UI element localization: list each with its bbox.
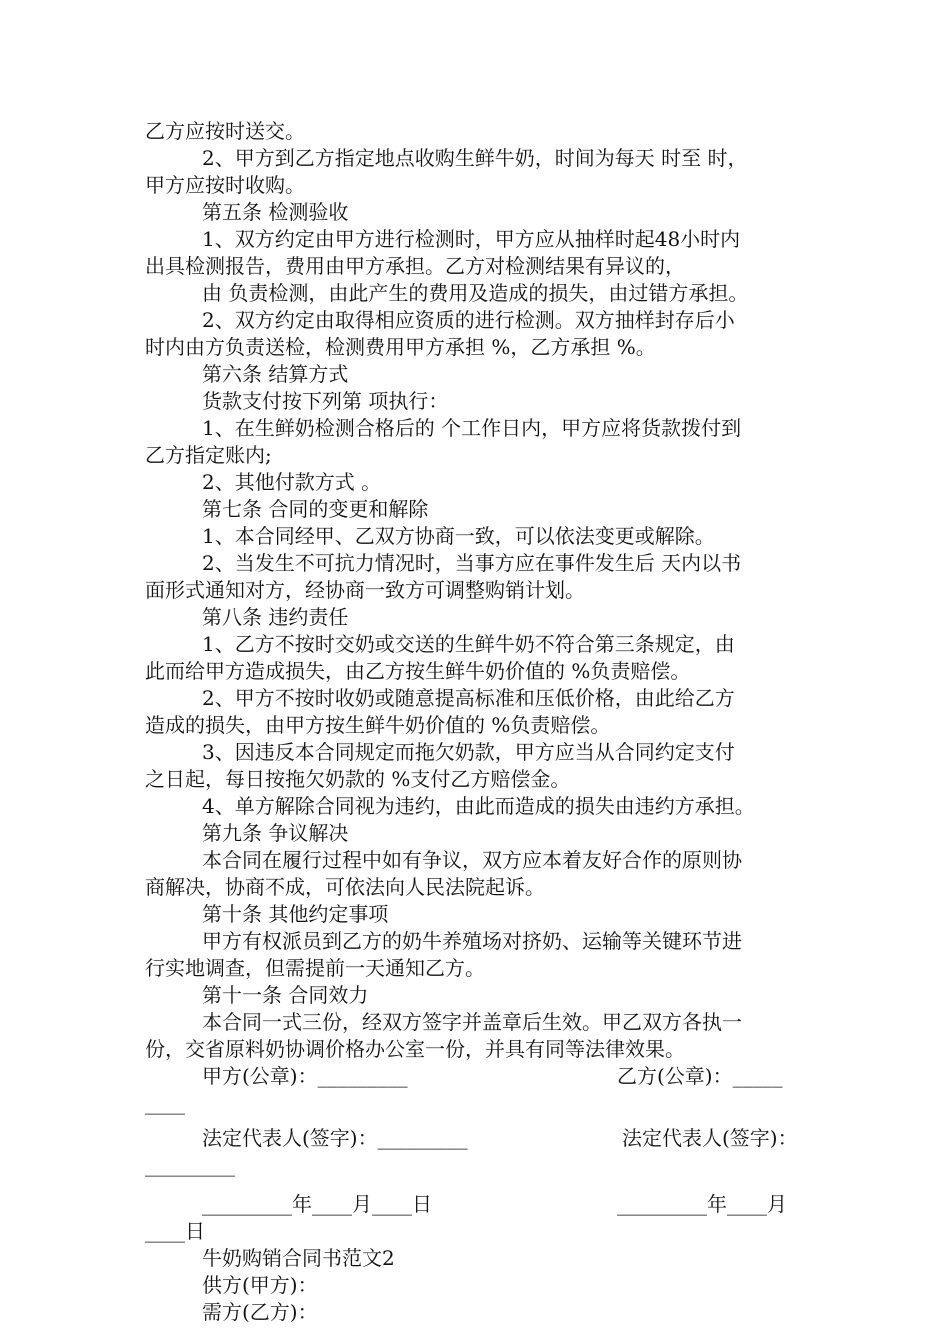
date-b: _________年____月 [617, 1192, 787, 1216]
body-line: 第五条 检测验收 [202, 200, 349, 224]
contract-body [145, 118, 815, 1063]
next-contract-title: 牛奶购销合同书范文2 [202, 1246, 395, 1270]
body-line: 第七条 合同的变更和解除 [202, 497, 429, 521]
body-line: 此而给甲方造成损失，由乙方按生鲜牛奶价值的 %负责赔偿。 [145, 659, 691, 683]
body-line: 第九条 争议解决 [202, 821, 349, 845]
body-line: 本合同一式三份，经双方签字并盖章后生效。甲乙双方各执一 [202, 1010, 742, 1034]
body-line: 2、甲方不按时收奶或随意提高标准和压低价格，由此给乙方 [202, 686, 735, 710]
body-line: 2、其他付款方式 。 [202, 470, 382, 494]
date-b-continuation: ____日 [145, 1219, 205, 1243]
body-line: 由 负责检测，由此产生的费用及造成的损失，由过错方承担。 [202, 281, 749, 305]
body-line: 乙方应按时送交。 [145, 119, 305, 143]
body-line: 第八条 违约责任 [202, 605, 349, 629]
body-line: 3、因违反本合同规定而拖欠奶款，甲方应当从合同约定支付 [202, 740, 735, 764]
body-line: 份，交省原料奶协调价格办公室一份，并具有同等法律效果。 [145, 1037, 685, 1061]
body-line: 1、本合同经甲、乙双方协商一致，可以依法变更或解除。 [202, 524, 715, 548]
seal-row [145, 1063, 815, 1090]
body-line: 第十一条 合同效力 [202, 983, 369, 1007]
body-line: 2、甲方到乙方指定地点收购生鲜牛奶，时间为每天 时至 时， [202, 146, 748, 170]
body-line: 1、乙方不按时交奶或交送的生鲜牛奶不符合第三条规定，由 [202, 632, 735, 656]
body-line: 4、单方解除合同视为违约，由此而造成的损失由违约方承担。 [202, 794, 755, 818]
body-line: 货款支付按下列第 项执行： [202, 389, 449, 413]
body-line: 第六条 结算方式 [202, 362, 349, 386]
date-row [145, 1191, 815, 1218]
body-line: 之日起，每日按拖欠奶款的 %支付乙方赔偿金。 [145, 767, 571, 791]
body-line: 行实地调查，但需提前一天通知乙方。 [145, 956, 485, 980]
body-line: 本合同在履行过程中如有争议，双方应本着友好合作的原则协 [202, 848, 742, 872]
body-line: 1、双方约定由甲方进行检测时，甲方应从抽样时起48小时内 [202, 227, 741, 251]
body-line: 乙方指定账内; [145, 443, 272, 467]
body-line: 商解决，协商不成，可依法向人民法院起诉。 [145, 875, 545, 899]
rep-b-continuation: _________ [145, 1153, 235, 1177]
party-b-seal-continuation: ____ [145, 1091, 185, 1115]
body-line: 2、双方约定由取得相应资质的进行检测。双方抽样封存后小 [202, 308, 735, 332]
supplier-label: 供方(甲方)： [202, 1273, 318, 1297]
body-line: 出具检测报告，费用由甲方承担。乙方对检测结果有异议的， [145, 254, 685, 278]
body-line: 甲方应按时收购。 [145, 173, 305, 197]
body-line: 时内由方负责送检，检测费用甲方承担 %，乙方承担 %。 [145, 335, 656, 359]
body-line: 面形式通知对方，经协商一致方可调整购销计划。 [145, 578, 585, 602]
representative-row [145, 1125, 815, 1152]
party-b-seal: 乙方(公章)：_____ [617, 1064, 783, 1088]
body-line: 1、在生鲜奶检测合格后的 个工作日内，甲方应将货款拨付到 [202, 416, 742, 440]
body-line: 甲方有权派员到乙方的奶牛养殖场对挤奶、运输等关键环节进 [202, 929, 742, 953]
body-line: 第十条 其他约定事项 [202, 902, 389, 926]
rep-a-signature: 法定代表人(签字)：_________ [202, 1126, 468, 1150]
body-line: 造成的损失，由甲方按生鲜牛奶价值的 %负责赔偿。 [145, 713, 611, 737]
date-a: _________年____月____日 [202, 1192, 432, 1216]
party-a-seal: 甲方(公章)：_________ [202, 1064, 408, 1088]
buyer-label: 需方(乙方)： [202, 1300, 318, 1324]
body-line: 2、当发生不可抗力情况时，当事方应在事件发生后 天内以书 [202, 551, 742, 575]
rep-b-signature: 法定代表人(签字)： [622, 1126, 798, 1150]
